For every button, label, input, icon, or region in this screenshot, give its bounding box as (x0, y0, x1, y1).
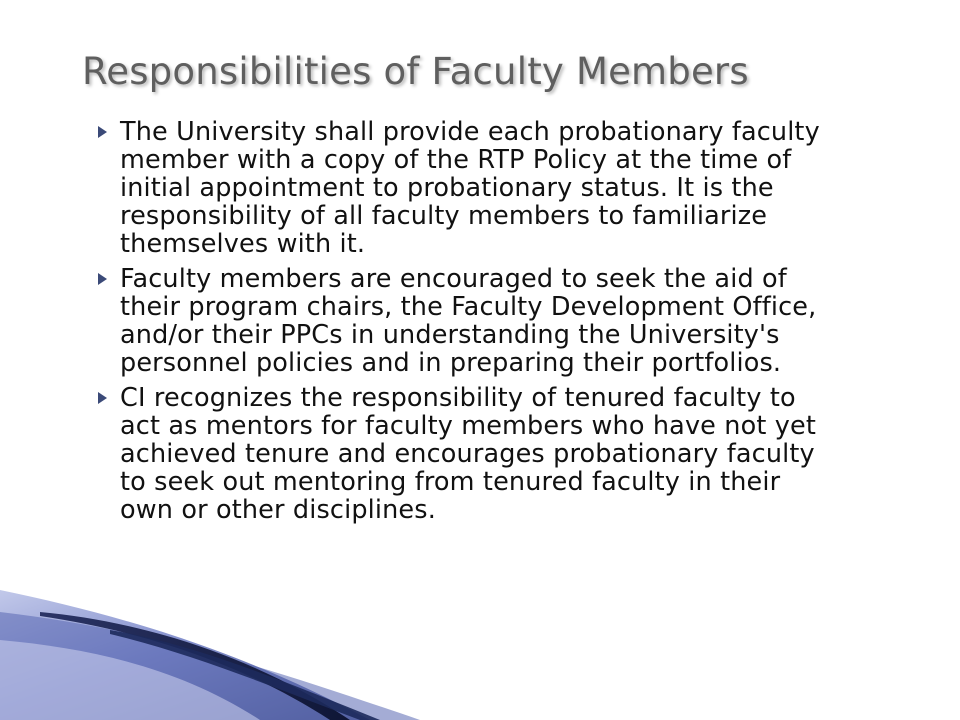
triangle-bullet-icon (98, 273, 107, 285)
bullet-item (98, 384, 838, 524)
bullet-item (98, 265, 838, 377)
slide-title: Responsibilities of Faculty Members (82, 50, 749, 93)
bullet-list (98, 118, 838, 531)
bullet-text: Faculty members are encouraged to seek the aid of their program chairs, the Faculty Development Office, and/or their PPCs in understanding the University's personnel policies and in preparing their portfolios. (120, 264, 817, 378)
bullet-text: CI recognizes the responsibility of tenured faculty to act as mentors for faculty members who have not yet achieved tenure and encourages probationary faculty to seek out mentoring from tenured faculty in their own or other disciplines. (120, 383, 816, 525)
triangle-bullet-icon (98, 126, 107, 138)
bullet-text: The University shall provide each probationary faculty member with a copy of the RTP Policy at the time of initial appointment to probationary status. It is the responsibility of all faculty members to familiarize themselves with it. (120, 117, 820, 259)
bullet-item (98, 118, 838, 258)
triangle-bullet-icon (98, 392, 107, 404)
